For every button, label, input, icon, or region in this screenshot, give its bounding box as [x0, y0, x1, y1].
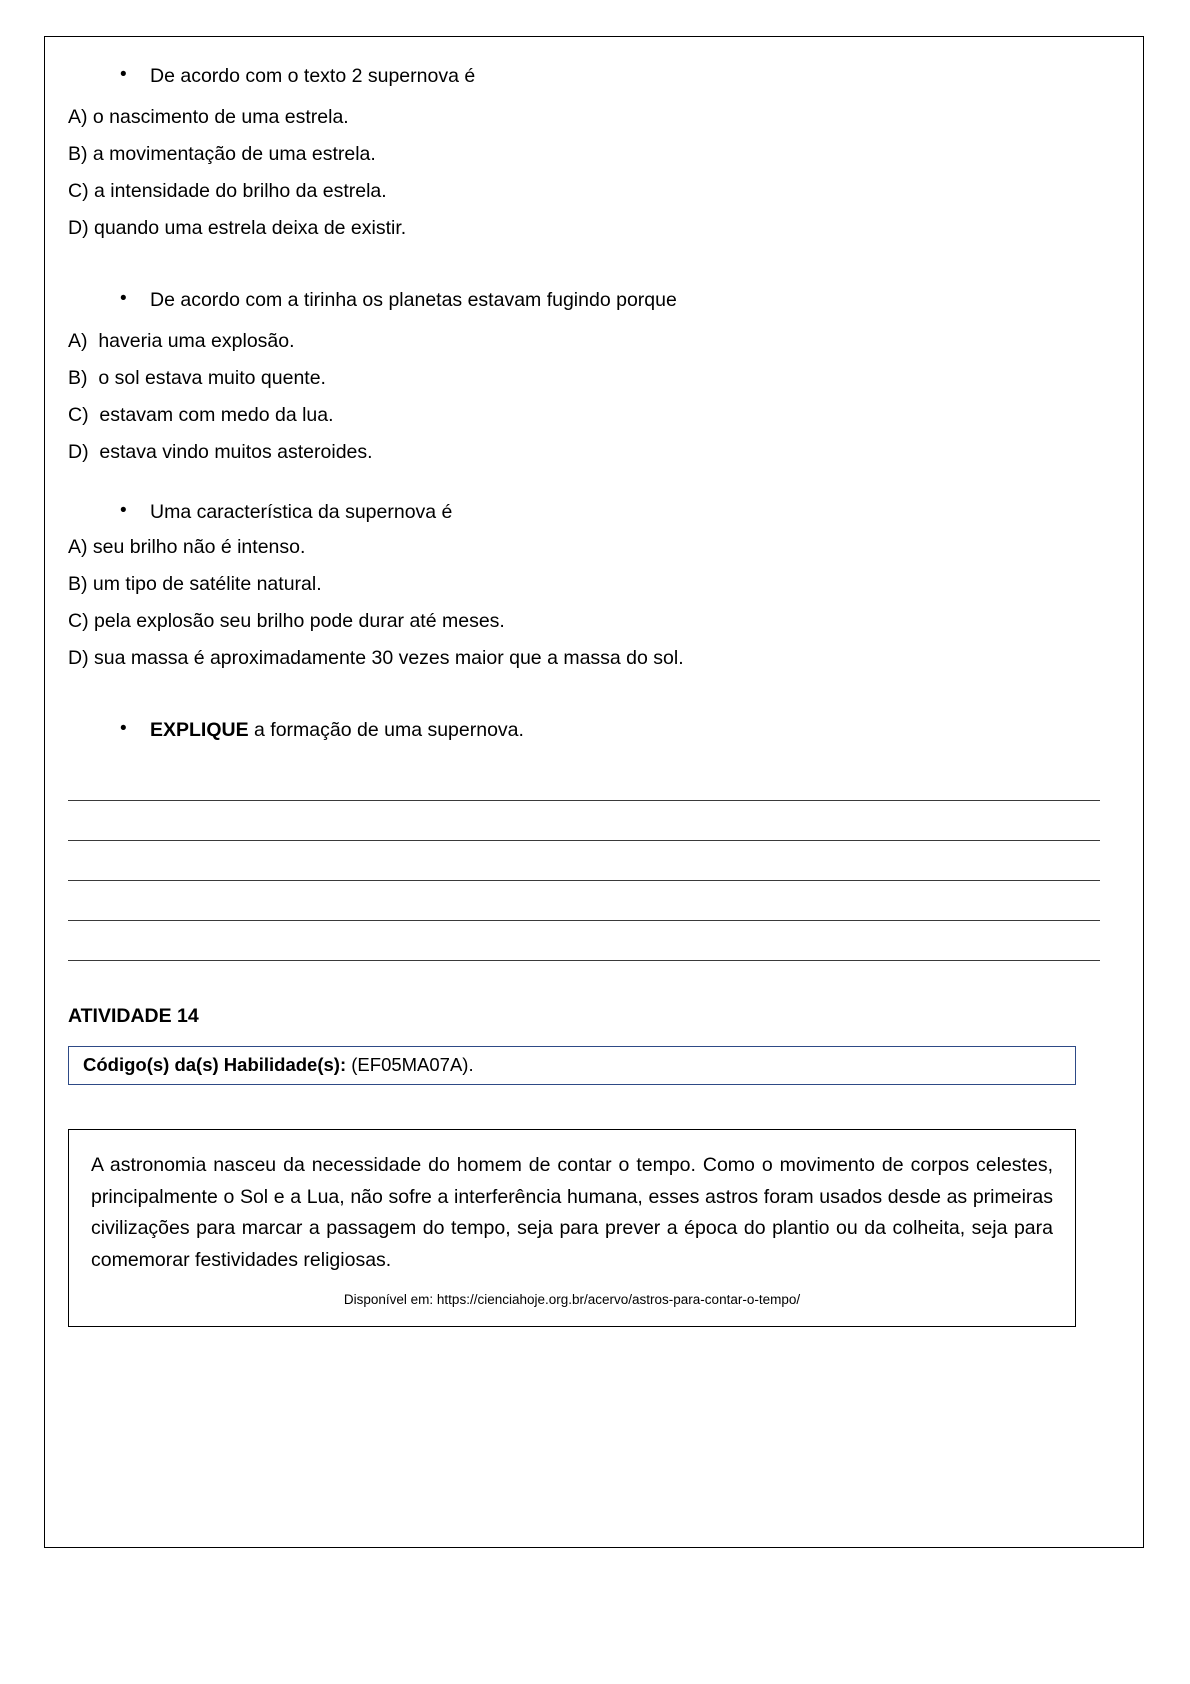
- question-1-alternatives: [68, 105, 1100, 242]
- answer-lines[interactable]: [68, 761, 1100, 961]
- page-content: [68, 63, 1100, 1327]
- activity-title: ATIVIDADE 14: [68, 1005, 199, 1028]
- alternative: B) o sol estava muito quente.: [68, 367, 326, 390]
- question-2-alternatives: [68, 329, 1100, 466]
- open-question-stem: [120, 717, 1100, 743]
- question-2-stem: [120, 287, 1100, 313]
- skill-code-label: Código(s) da(s) Habilidade(s):: [83, 1054, 347, 1076]
- reading-text-box: [68, 1129, 1076, 1327]
- answer-line[interactable]: [68, 921, 1100, 961]
- bullet-icon: •: [120, 288, 127, 309]
- alternative: B) a movimentação de uma estrela.: [68, 143, 376, 166]
- alternative: A) o nascimento de uma estrela.: [68, 106, 349, 129]
- reading-text-paragraph: A astronomia nasceu da necessidade do homem de contar o tempo. Como o movimento de corpos celestes, principalmente o Sol e a Lua, não sofre a interferência humana, esses astros foram usados desde as primeiras civilizações para marcar a passagem do tempo, seja para prever a época do plantio ou da colheita, seja para comemorar festividades religiosas.: [91, 1154, 1053, 1272]
- reading-text-source: Disponível em: https://cienciahoje.org.br/acervo/astros-para-contar-o-tempo/: [343, 1291, 801, 1307]
- alternative: A) haveria uma explosão.: [68, 330, 295, 353]
- bullet-icon: •: [120, 64, 127, 85]
- spacer: [68, 477, 1100, 499]
- spacer: [68, 253, 1100, 287]
- skill-code-value: (EF05MA07A).: [346, 1054, 474, 1076]
- open-question-text: [150, 717, 1100, 743]
- alternative: D) quando uma estrela deixa de existir.: [68, 217, 407, 240]
- open-question-command: EXPLIQUE: [150, 719, 249, 741]
- question-3-alternatives: [68, 535, 1100, 672]
- alternative: A) seu brilho não é intenso.: [68, 536, 306, 559]
- bullet-icon: •: [120, 500, 127, 521]
- answer-line[interactable]: [68, 841, 1100, 881]
- open-question-rest: a formação de uma supernova.: [248, 719, 524, 741]
- question-1-stem: [120, 63, 1100, 89]
- spacer: [68, 683, 1100, 717]
- question-1-text: De acordo com o texto 2 supernova é: [150, 65, 476, 87]
- worksheet-page: [44, 36, 1144, 1548]
- alternative: C) estavam com medo da lua.: [68, 404, 334, 427]
- answer-line[interactable]: [68, 761, 1100, 801]
- bullet-icon: •: [120, 718, 127, 739]
- alternative: C) pela explosão seu brilho pode durar até meses.: [68, 610, 505, 633]
- question-3-text: Uma característica da supernova é: [150, 501, 453, 523]
- skill-code-box: [68, 1046, 1076, 1085]
- alternative: B) um tipo de satélite natural.: [68, 573, 322, 596]
- answer-line[interactable]: [68, 801, 1100, 841]
- question-3-stem: [120, 499, 1100, 525]
- alternative: D) sua massa é aproximadamente 30 vezes maior que a massa do sol.: [68, 647, 684, 670]
- question-2-text: De acordo com a tirinha os planetas estavam fugindo porque: [150, 289, 677, 311]
- answer-line[interactable]: [68, 881, 1100, 921]
- alternative: D) estava vindo muitos asteroides.: [68, 441, 373, 464]
- alternative: C) a intensidade do brilho da estrela.: [68, 180, 387, 203]
